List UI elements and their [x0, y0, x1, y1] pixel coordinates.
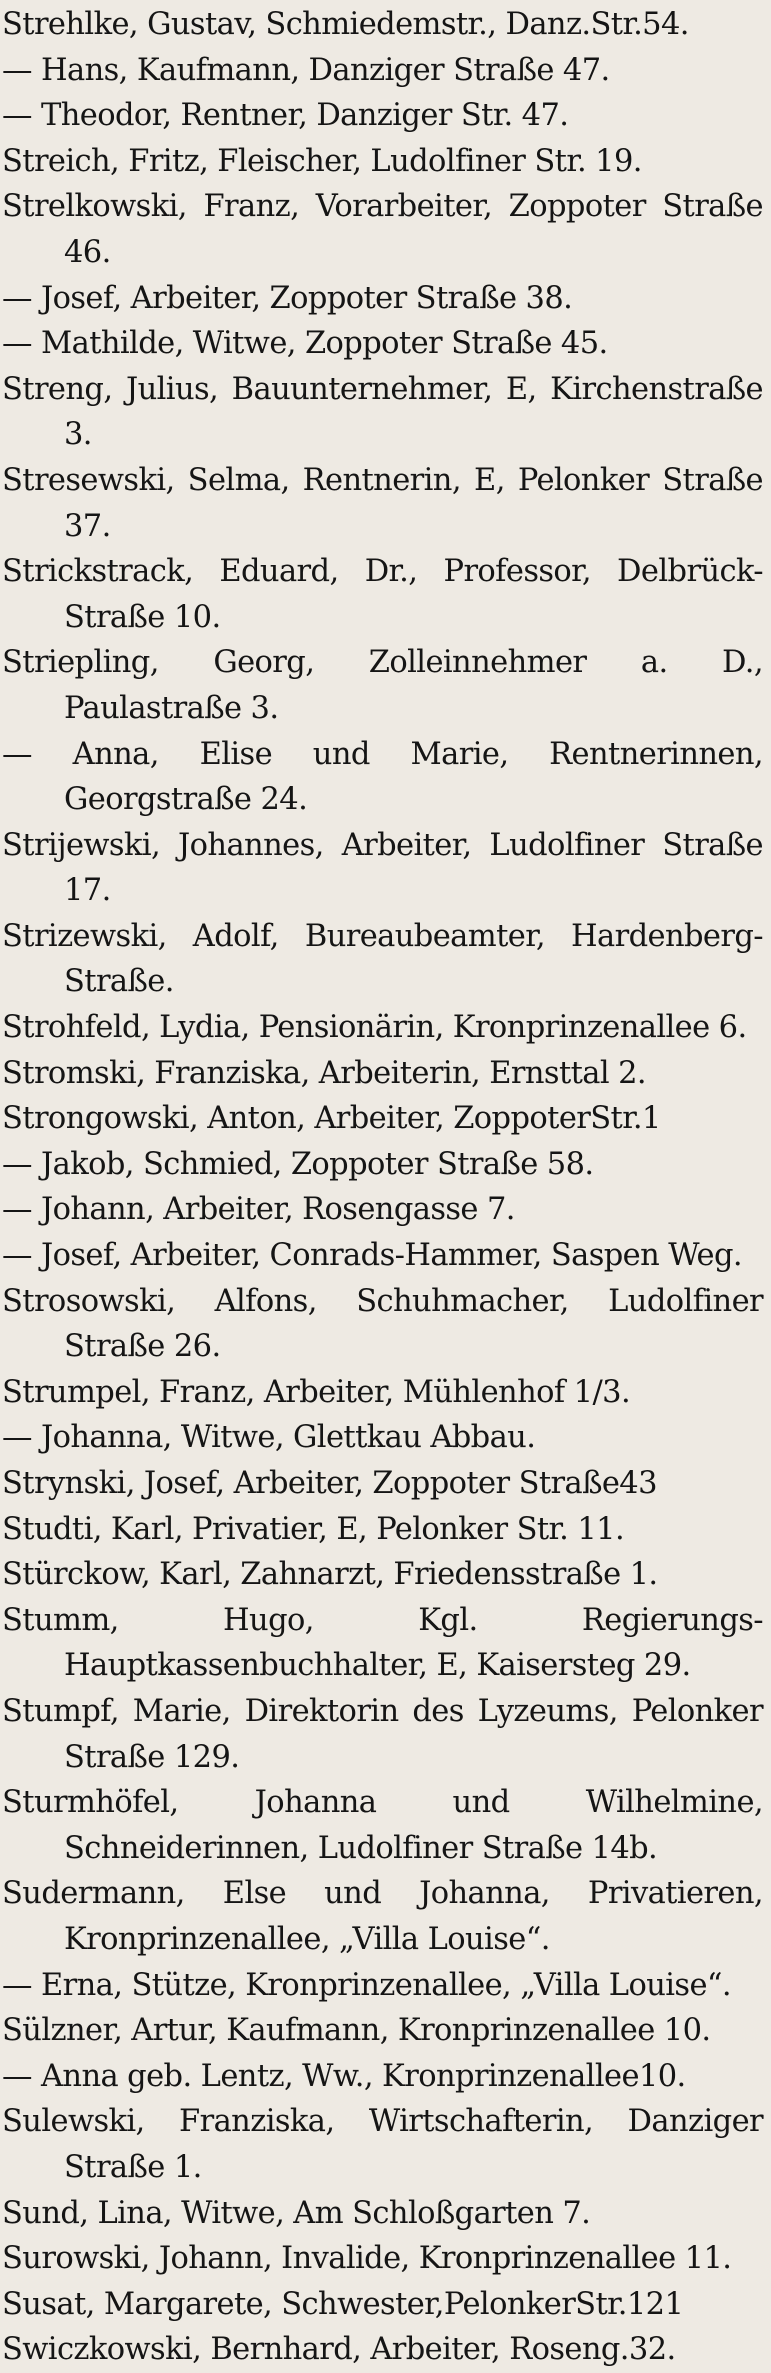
directory-entry: Sulewski, Franziska, Wirtschafterin, Danziger Straße 1.	[2, 2104, 763, 2185]
directory-entry: — Hans, Kaufmann, Danziger Straße 47.	[2, 52, 610, 88]
directory-entry: Strickstrack, Eduard, Dr., Professor, Delbrück-Straße 10.	[2, 554, 763, 635]
directory-entry: — Johann, Arbeiter, Rosengasse 7.	[2, 1192, 515, 1228]
directory-entry: Strelkowski, Franz, Vorarbeiter, Zoppoter Straße 46.	[2, 189, 763, 270]
directory-entry: Sturmhöfel, Johanna und Wilhelmine, Schneiderinnen, Ludolfiner Straße 14b.	[2, 1785, 763, 1866]
directory-entry: Strijewski, Johannes, Arbeiter, Ludolfiner Straße 17.	[2, 827, 763, 909]
directory-entry: — Johanna, Witwe, Glettkau Abbau.	[2, 1420, 536, 1456]
directory-entry: — Jakob, Schmied, Zoppoter Straße 58.	[2, 1146, 594, 1182]
directory-entry: — Mathilde, Witwe, Zoppoter Straße 45.	[2, 326, 608, 362]
directory-entry: Surowski, Johann, Invalide, Kronprinzenallee 11.	[2, 2241, 732, 2277]
directory-entry: — Josef, Arbeiter, Zoppoter Straße 38.	[2, 280, 573, 316]
directory-entry: — Erna, Stütze, Kronprinzenallee, „Villa Louise“.	[2, 1967, 732, 2003]
directory-entry: Stumpf, Marie, Direktorin des Lyzeums, Pelonker Straße 129.	[2, 1693, 763, 1775]
directory-entry: Strongowski, Anton, Arbeiter, ZoppoterStr.1	[2, 1101, 661, 1137]
directory-entry: Striepling, Georg, Zolleinnehmer a. D., Paulastraße 3.	[2, 645, 763, 726]
directory-entry: Sülzner, Artur, Kaufmann, Kronprinzenallee 10.	[2, 2013, 711, 2049]
directory-entry: Stumm, Hugo, Kgl. Regierungs-Hauptkassenbuchhalter, E, Kaisersteg 29.	[2, 1602, 763, 1684]
directory-entry: Streng, Julius, Bauunternehmer, E, Kirchenstraße 3.	[2, 371, 763, 453]
directory-entry: — Anna geb. Lentz, Ww., Kronprinzenallee10.	[2, 2058, 686, 2094]
directory-entry: Sund, Lina, Witwe, Am Schloßgarten 7.	[2, 2195, 591, 2231]
directory-entry: Swiczkowski, Bernhard, Arbeiter, Roseng.32.	[2, 2332, 676, 2368]
directory-entry: — Josef, Arbeiter, Conrads-Hammer, Saspen Weg.	[2, 1238, 742, 1274]
directory-entry: Susat, Margarete, Schwester,PelonkerStr.121	[2, 2286, 684, 2322]
directory-entry: Strehlke, Gustav, Schmiedemstr., Danz.Str.54.	[2, 7, 689, 42]
directory-entry: Sudermann, Else und Johanna, Privatieren, Kronprinzenallee, „Villa Louise“.	[2, 1876, 763, 1957]
directory-entry: Studti, Karl, Privatier, E, Pelonker Str. 11.	[2, 1511, 625, 1547]
directory-entry: Stürckow, Karl, Zahnarzt, Friedensstraße 1.	[2, 1557, 658, 1593]
directory-entry: Strizewski, Adolf, Bureaubeamter, Hardenberg-Straße.	[2, 918, 763, 1000]
directory-entry: Streich, Fritz, Fleischer, Ludolfiner Str. 19.	[2, 143, 642, 179]
directory-entry: Strohfeld, Lydia, Pensionärin, Kronprinzenallee 6.	[2, 1010, 747, 1046]
directory-entry: Stresewski, Selma, Rentnerin, E, Pelonker Straße 37.	[2, 462, 763, 544]
directory-entry: — Theodor, Rentner, Danziger Str. 47.	[2, 98, 569, 134]
directory-entry: — Anna, Elise und Marie, Rentnerinnen, Georgstraße 24.	[2, 736, 763, 818]
directory-entry: Strumpel, Franz, Arbeiter, Mühlenhof 1/3.	[2, 1374, 631, 1410]
directory-entry: Strosowski, Alfons, Schuhmacher, Ludolfiner Straße 26.	[2, 1283, 763, 1365]
directory-entry: Stromski, Franziska, Arbeiterin, Ernsttal 2.	[2, 1055, 646, 1091]
directory-entry: Strynski, Josef, Arbeiter, Zoppoter Straße43	[2, 1466, 657, 1501]
